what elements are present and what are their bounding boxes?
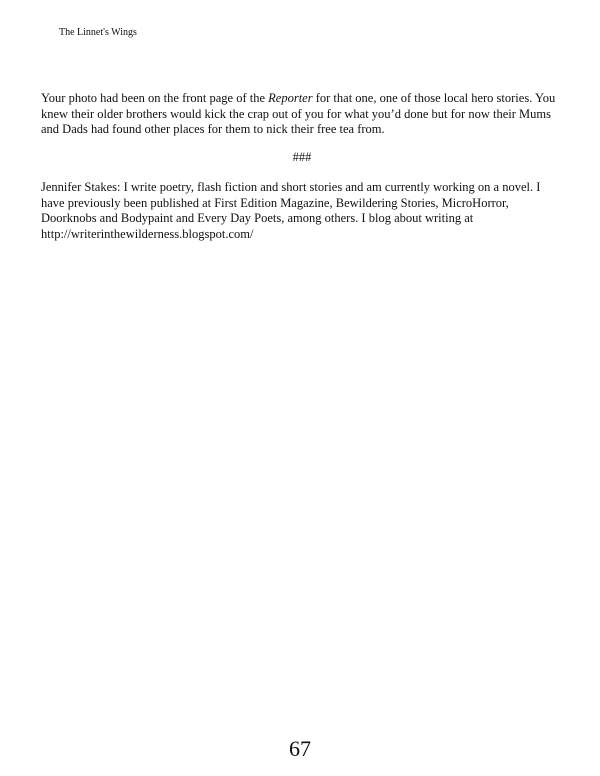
publication-title-italic: Reporter [268, 91, 313, 105]
running-header-title: The Linnet's Wings [59, 27, 137, 38]
story-closing-paragraph [41, 91, 561, 138]
section-separator: ### [292, 150, 312, 164]
page-number: 67 [289, 736, 311, 761]
author-bio: Jennifer Stakes: I write poetry, flash fiction and short stories and am currently working on a novel. I have previously been published at First Edition Magazine, Bewildering Stories, MicroHorror, Doorknobs and Bodypaint and Every Day Poets, among others. I blog about writing at http://writerinthewilderness.blogspot.com/ [41, 180, 541, 241]
paragraph-text-start: Your photo had been on the front page of the [41, 91, 269, 105]
paragraph-text-end: for that one, one of those local hero stories. You knew their older brothers would kick the crap out of you for what you’d done but for now their Mums and Dads had found other places for them to nick their free tea from. [41, 91, 556, 136]
